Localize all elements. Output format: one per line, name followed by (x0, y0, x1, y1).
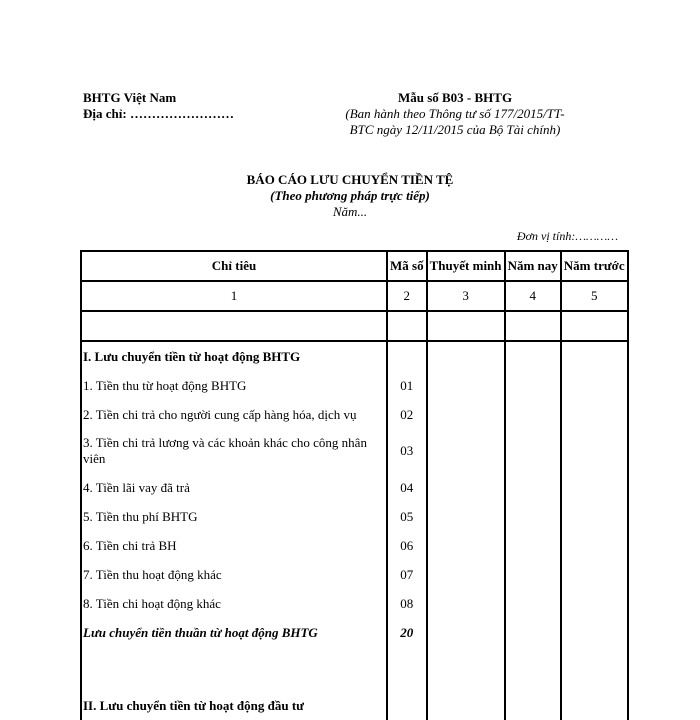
header-this-year: Năm nay (505, 251, 561, 281)
header-code: Mã số (387, 251, 427, 281)
indicator-cell: 7. Tiền thu hoạt động khác (81, 560, 387, 589)
table-row (81, 400, 628, 429)
code-cell: 01 (387, 371, 427, 400)
column-number: 5 (561, 281, 628, 311)
form-code: Mẫu số B03 - BHTG (397, 90, 513, 105)
code-cell: 20 (387, 618, 427, 647)
indicator-cell: 3. Tiền chi trả lương và các khoản khác cho công nhân viên (81, 429, 387, 473)
form-note-line1: (Ban hành theo Thông tư số 177/2015/TT- (345, 106, 565, 121)
column-number: 3 (427, 281, 505, 311)
table-row (81, 647, 628, 691)
indicator-cell: I. Lưu chuyển tiền từ hoạt động BHTG (81, 341, 387, 371)
code-cell: 07 (387, 560, 427, 589)
table-row (81, 473, 628, 502)
indicator-cell: 5. Tiền thu phí BHTG (81, 502, 387, 531)
indicator-cell: 1. Tiền thu từ hoạt động BHTG (81, 371, 387, 400)
table-row (81, 429, 628, 473)
code-cell (387, 691, 427, 720)
table-row (81, 371, 628, 400)
column-number-row (81, 281, 628, 311)
indicator-cell: II. Lưu chuyển tiền từ hoạt động đầu tư (81, 691, 387, 720)
column-number: 2 (387, 281, 427, 311)
code-cell: 04 (387, 473, 427, 502)
column-number: 1 (81, 281, 387, 311)
header-notes: Thuyết minh (427, 251, 505, 281)
code-cell: 02 (387, 400, 427, 429)
org-block (83, 90, 234, 122)
org-name: BHTG Việt Nam (83, 90, 177, 105)
code-cell (387, 341, 427, 371)
column-number: 4 (505, 281, 561, 311)
report-method: (Theo phương pháp trực tiếp) (270, 188, 430, 203)
form-block (330, 90, 580, 138)
report-year: Năm... (332, 204, 368, 219)
code-cell: 03 (387, 429, 427, 473)
table-row (81, 589, 628, 618)
cash-flow-table (80, 250, 629, 720)
indicator-cell (81, 647, 387, 691)
header-row (81, 251, 628, 281)
table-row (81, 691, 628, 720)
table-row (81, 341, 628, 371)
table-row (81, 531, 628, 560)
indicator-cell: Lưu chuyển tiền thuần từ hoạt động BHTG (81, 618, 387, 647)
spacer-row (81, 311, 628, 341)
table-row (81, 502, 628, 531)
header-last-year: Năm trước (561, 251, 628, 281)
code-cell: 08 (387, 589, 427, 618)
address-label: Địa chỉ: …………………… (83, 106, 234, 121)
indicator-cell: 6. Tiền chi trả BH (81, 531, 387, 560)
code-cell: 05 (387, 502, 427, 531)
indicator-cell: 8. Tiền chi hoạt động khác (81, 589, 387, 618)
unit-label: Đơn vị tính:………… (516, 229, 618, 243)
table-row (81, 560, 628, 589)
indicator-cell: 2. Tiền chi trả cho người cung cấp hàng hóa, dịch vụ (81, 400, 387, 429)
header-indicator: Chỉ tiêu (81, 251, 387, 281)
indicator-cell: 4. Tiền lãi vay đã trả (81, 473, 387, 502)
report-title: BÁO CÁO LƯU CHUYỂN TIỀN TỆ (246, 172, 454, 187)
table-row-total (81, 618, 628, 647)
form-note-line2: BTC ngày 12/11/2015 của Bộ Tài chính) (349, 122, 561, 137)
code-cell: 06 (387, 531, 427, 560)
code-cell (387, 647, 427, 691)
